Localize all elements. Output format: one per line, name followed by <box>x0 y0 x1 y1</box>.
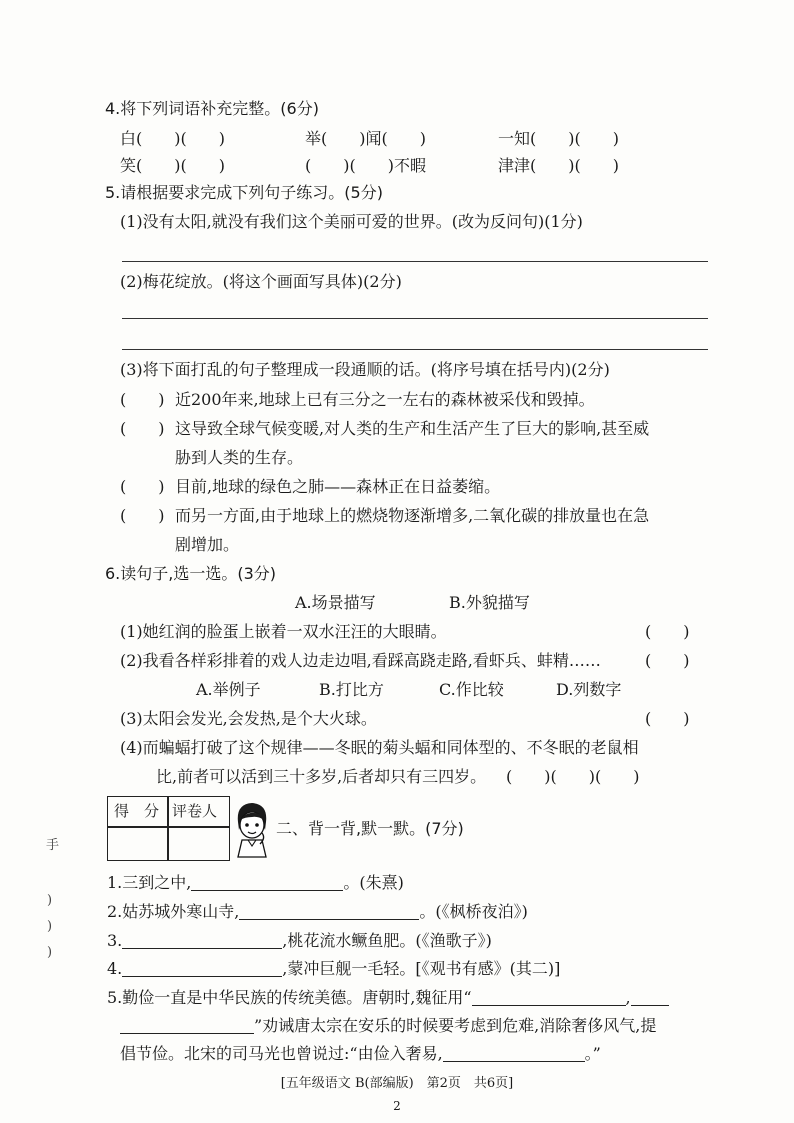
page-footer: [五年级语文 B(部编版) 第2页 共6页] <box>280 1076 514 1091</box>
cartoon-girl-icon <box>232 800 272 858</box>
order-paren[interactable]: ( ) <box>120 506 165 525</box>
q4-r1-c3: 一知( )( ) <box>498 129 619 148</box>
q4-r1-c2: 举( )闻( ) <box>305 129 426 148</box>
q6-option-2a: A.举例子 <box>196 680 261 699</box>
q5-title: 5.请根据要求完成下列句子练习。(5分) <box>105 183 383 202</box>
fill-blank[interactable] <box>443 1045 585 1062</box>
q6-option-2d: D.列数字 <box>556 680 622 699</box>
score-cell[interactable] <box>109 828 166 858</box>
q4-r2-c3: 津津( )( ) <box>498 156 619 175</box>
q6-item-2: (2)我看各样彩排着的戏人边走边唱,看踩高跷走路,看虾兵、蚌精…… <box>120 651 601 670</box>
answer-paren[interactable]: ( ) <box>645 709 690 728</box>
order-paren[interactable]: ( ) <box>120 419 165 438</box>
sentence-4-cont: 剧增加。 <box>175 535 240 554</box>
q6-option-2c: C.作比较 <box>439 680 504 699</box>
answer-line[interactable] <box>122 261 708 262</box>
q5-part2: (2)梅花绽放。(将这个画面写具体)(2分) <box>120 272 402 291</box>
answer-line[interactable] <box>122 318 708 319</box>
recite-item-3: 3. ,桃花流水鳜鱼肥。(《渔歌子》) <box>107 931 492 950</box>
q4-r2-c1: 笑( )( ) <box>120 156 225 175</box>
sentence-2-cont: 胁到人类的生存。 <box>175 448 304 467</box>
q6-option-b: B.外貌描写 <box>449 593 530 612</box>
fill-blank[interactable] <box>122 960 282 977</box>
fill-blank[interactable] <box>120 1017 254 1034</box>
recite-item-1: 1.三到之中, 。(朱熹) <box>107 873 404 892</box>
q6-option-a: A.场景描写 <box>295 593 376 612</box>
sentence-1: 近200年来,地球上已有三分之一左右的森林被采伐和毁掉。 <box>175 390 595 409</box>
edge-mark: ) <box>47 945 53 960</box>
q5-part3: (3)将下面打乱的句子整理成一段通顺的话。(将序号填在括号内)(2分) <box>120 360 610 379</box>
answer-parens-triple[interactable]: ( )( )( ) <box>506 767 640 786</box>
recite-item-2: 2.姑苏城外寒山寺, 。(《枫桥夜泊》) <box>107 902 528 921</box>
section-2-title: 二、背一背,默一默。(7分) <box>276 819 464 838</box>
grader-cell[interactable] <box>169 828 227 858</box>
recite-item-4: 4. ,蒙冲巨舰一毛轻。[《观书有感》(其二)] <box>107 959 561 978</box>
recite-item-5: 5.勤俭一直是中华民族的传统美德。唐朝时,魏征用“ , <box>107 987 669 1009</box>
edge-mark: ) <box>47 893 53 908</box>
q5-part1: (1)没有太阳,就没有我们这个美丽可爱的世界。(改为反问句)(1分) <box>120 212 583 231</box>
answer-paren[interactable]: ( ) <box>645 651 690 670</box>
page-number: 2 <box>393 1099 401 1113</box>
q6-item-1: (1)她红润的脸蛋上嵌着一双水汪汪的大眼睛。 <box>120 622 447 641</box>
q6-option-2b: B.打比方 <box>319 680 384 699</box>
q4-r2-c2: ( )( )不暇 <box>305 156 426 175</box>
answer-line[interactable] <box>122 349 708 350</box>
answer-paren[interactable]: ( ) <box>645 622 690 641</box>
sentence-3: 目前,地球的绿色之肺——森林正在日益萎缩。 <box>175 477 501 496</box>
q6-title: 6.读句子,选一选。(3分) <box>105 564 277 583</box>
recite-item-5-line3: 倡节俭。北宋的司马光也曾说过:“由俭入奢易, 。” <box>120 1044 601 1063</box>
edge-mark: ) <box>47 919 53 934</box>
fill-blank[interactable] <box>122 932 282 949</box>
edge-mark: 手 <box>46 838 60 853</box>
q6-item-4: (4)而蝙蝠打破了这个规律——冬眠的菊头蝠和同体型的、不冬眠的老鼠相 <box>120 738 639 757</box>
fill-blank[interactable] <box>191 874 343 891</box>
sentence-4: 而另一方面,由于地球上的燃烧物逐渐增多,二氧化碳的排放量也在急 <box>175 506 650 525</box>
q4-r1-c1: 白( )( ) <box>120 129 225 148</box>
fill-blank[interactable] <box>472 989 626 1006</box>
order-paren[interactable]: ( ) <box>120 390 165 409</box>
q4-title: 4.将下列词语补充完整。(6分) <box>105 99 319 118</box>
recite-item-5-line2: ”劝诫唐太宗在安乐的时候要考虑到危难,消除奢侈风气,提 <box>120 1015 656 1037</box>
q6-item-3: (3)太阳会发光,会发热,是个大火球。 <box>120 709 377 728</box>
order-paren[interactable]: ( ) <box>120 477 165 496</box>
score-header: 得 分 <box>114 802 160 820</box>
q6-item-4-cont: 比,前者可以活到三十多岁,后者却只有三四岁。 <box>156 767 487 786</box>
grader-header: 评卷人 <box>172 802 218 820</box>
sentence-2: 这导致全球气候变暖,对人类的生产和生活产生了巨大的影响,甚至威 <box>175 419 650 438</box>
fill-blank[interactable] <box>631 989 669 1006</box>
fill-blank[interactable] <box>239 903 419 920</box>
